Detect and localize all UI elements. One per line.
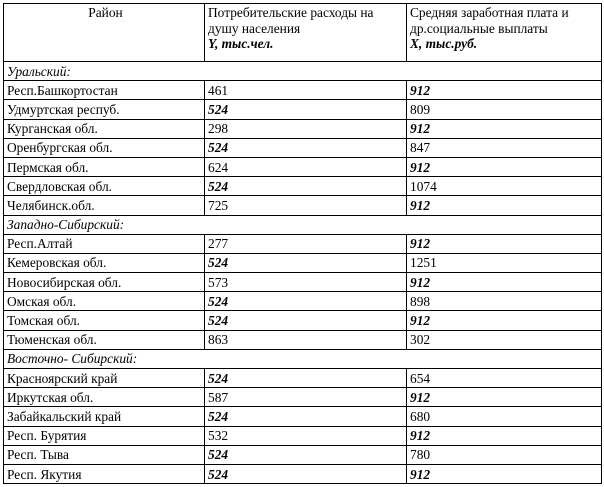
y-header-title: Потребительские расходы на душу населения [208,5,374,36]
y-value-cell: 524 [205,177,407,196]
region-cell: Респ. Бурятия [4,426,205,445]
region-cell: Оренбургская обл. [4,138,205,157]
region-cell: Респ.Башкортостан [4,81,205,100]
region-cell: Курганская обл. [4,119,205,138]
table-row [4,177,602,196]
region-cell: Удмуртская респуб. [4,100,205,119]
table-row [4,445,602,464]
x-value-cell: 780 [407,445,602,464]
table-row [4,388,602,407]
table-row [4,407,602,426]
x-column-header [407,4,602,62]
x-value-cell: 912 [407,464,602,483]
region-cell: Респ. Якутия [4,464,205,483]
y-value-cell: 863 [205,330,407,349]
x-value-cell: 912 [407,157,602,176]
y-value-cell: 524 [205,138,407,157]
x-value-cell: 898 [407,292,602,311]
region-cell: Тюменская обл. [4,330,205,349]
region-cell: Томская обл. [4,311,205,330]
region-cell: Челябинск.обл. [4,196,205,215]
x-header-title: Средняя заработная плата и др.социальные выплаты [410,5,569,36]
x-value-cell: 847 [407,138,602,157]
group-label: Восточно- Сибирский: [4,349,602,368]
region-cell: Пермская обл. [4,157,205,176]
group-row [4,215,602,234]
x-value-cell: 912 [407,196,602,215]
y-value-cell: 624 [205,157,407,176]
table-row [4,119,602,138]
y-value-cell: 524 [205,445,407,464]
region-column-header [4,4,205,62]
region-cell: Новосибирская обл. [4,273,205,292]
group-label: Уральский: [4,62,602,81]
header-row [4,4,602,62]
group-row [4,349,602,368]
region-cell: Забайкальский край [4,407,205,426]
x-value-cell: 302 [407,330,602,349]
region-cell: Кемеровская обл. [4,253,205,272]
region-cell: Респ. Тыва [4,445,205,464]
region-cell: Омская обл. [4,292,205,311]
x-value-cell: 912 [407,273,602,292]
x-value-cell: 654 [407,369,602,388]
y-value-cell: 573 [205,273,407,292]
y-value-cell: 461 [205,81,407,100]
table-row [4,292,602,311]
x-value-cell: 1074 [407,177,602,196]
x-value-cell: 912 [407,119,602,138]
region-header-label: Район [88,5,123,20]
region-cell: Иркутская обл. [4,388,205,407]
x-value-cell: 912 [407,81,602,100]
x-value-cell: 680 [407,407,602,426]
y-value-cell: 532 [205,426,407,445]
table-row [4,426,602,445]
table-row [4,369,602,388]
table-row [4,273,602,292]
y-value-cell: 524 [205,369,407,388]
table-row [4,234,602,253]
x-value-cell: 1251 [407,253,602,272]
table-row [4,81,602,100]
x-value-cell: 809 [407,100,602,119]
table-row [4,157,602,176]
table-row [4,464,602,483]
y-value-cell: 277 [205,234,407,253]
group-label: Западно-Сибирский: [4,215,602,234]
y-value-cell: 587 [205,388,407,407]
x-value-cell: 912 [407,311,602,330]
group-row [4,62,602,81]
x-header-unit: X, тыс.руб. [410,36,478,52]
table-row [4,311,602,330]
region-cell: Свердловская обл. [4,177,205,196]
table-row [4,138,602,157]
y-value-cell: 524 [205,464,407,483]
y-value-cell: 524 [205,407,407,426]
table-row [4,196,602,215]
y-value-cell: 298 [205,119,407,138]
data-table [3,3,602,484]
y-value-cell: 524 [205,292,407,311]
x-value-cell: 912 [407,388,602,407]
y-value-cell: 524 [205,311,407,330]
table-row [4,100,602,119]
y-value-cell: 524 [205,253,407,272]
x-value-cell: 912 [407,426,602,445]
table-body [4,62,602,484]
y-header-unit: Y, тыс.чел. [208,36,274,52]
table-row [4,253,602,272]
y-value-cell: 524 [205,100,407,119]
y-column-header [205,4,407,62]
region-cell: Респ.Алтай [4,234,205,253]
table-row [4,330,602,349]
region-cell: Красноярский край [4,369,205,388]
y-value-cell: 725 [205,196,407,215]
x-value-cell: 912 [407,234,602,253]
